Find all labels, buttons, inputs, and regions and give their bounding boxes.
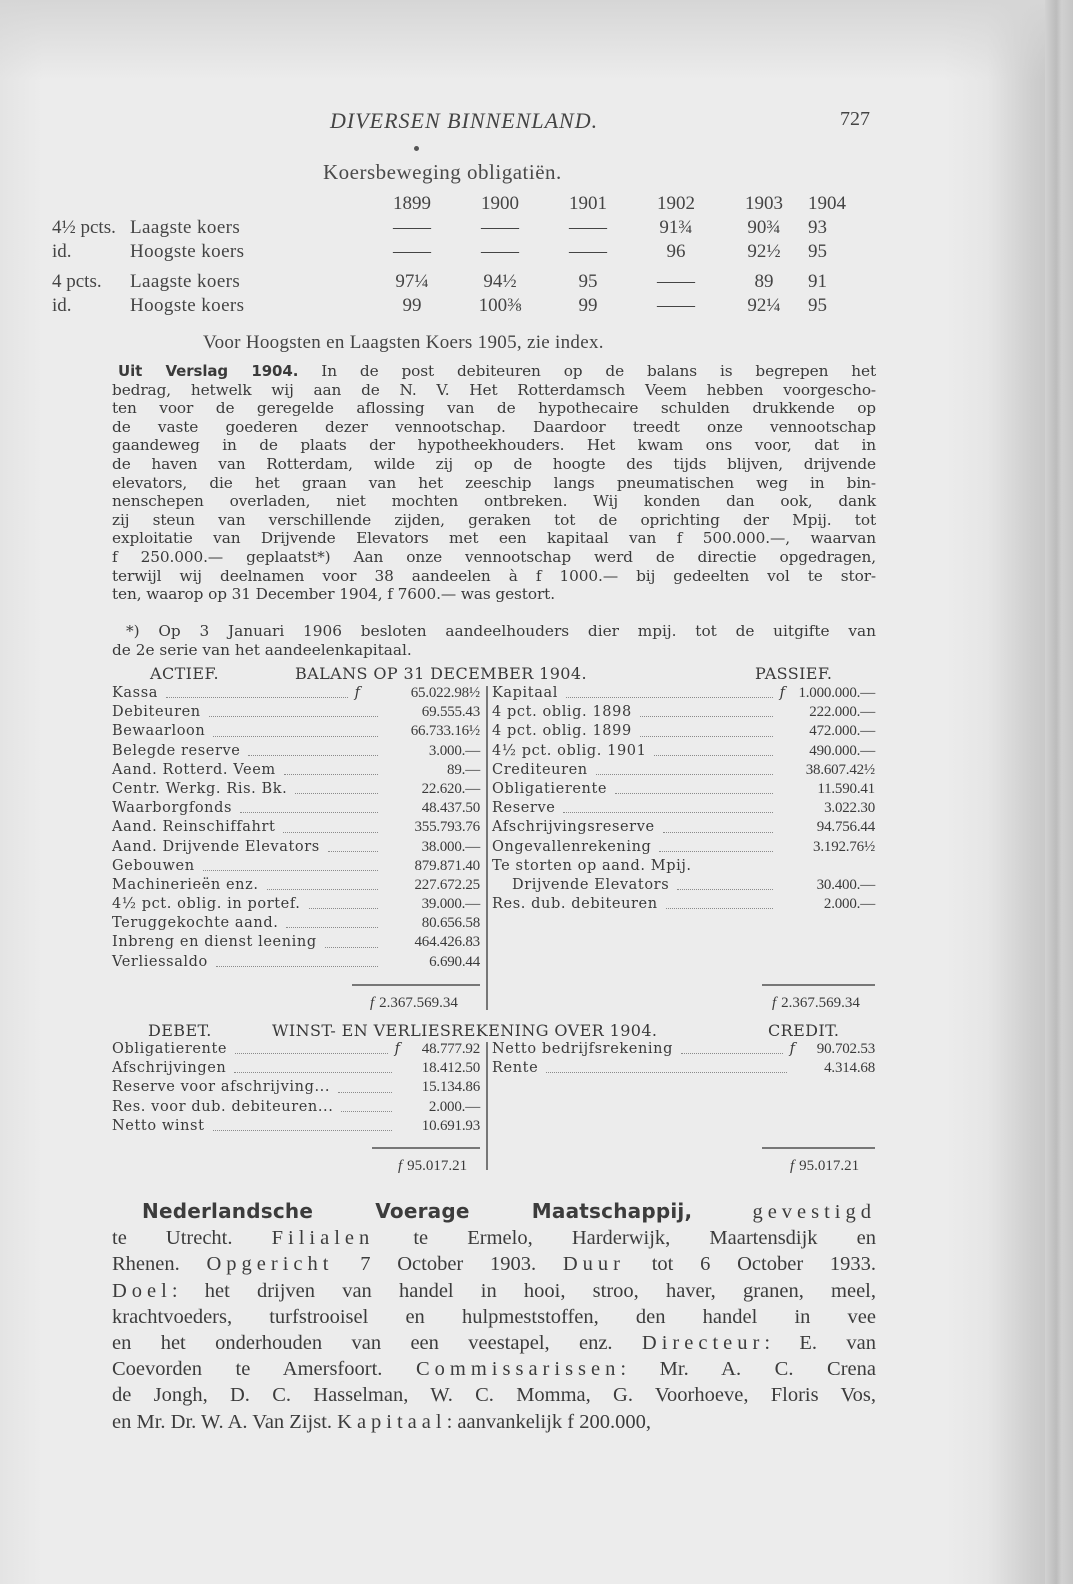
bond-price: 95: [808, 241, 827, 262]
ledger-amount: 3.022.30: [824, 800, 875, 817]
dot-leader: [325, 946, 378, 948]
ledger-row: [112, 857, 480, 876]
dot-leader: [284, 773, 378, 775]
ledger-label: Rente: [492, 1060, 539, 1077]
report-line: [112, 474, 876, 493]
company-line: [112, 1251, 876, 1277]
ledger-label: Belegde reserve: [112, 742, 241, 759]
spaced-keyword: Kapitaal: [337, 1410, 447, 1433]
dot-leader: [295, 792, 378, 794]
bond-rate: 4½ pcts.: [52, 217, 116, 238]
currency-symbol: f: [789, 1041, 795, 1057]
balance-column-divider: [486, 686, 488, 1010]
bond-rate: id.: [52, 295, 72, 316]
ledger-row: [492, 1059, 875, 1078]
ledger-label: Obligatierente: [492, 780, 608, 797]
ledger-row: [492, 895, 875, 914]
ledger-label: Aand. Reinschiffahrt: [112, 819, 276, 836]
spaced-keyword: Filialen: [271, 1227, 375, 1250]
footnote-line: de 2e serie van het aandeelenkapitaal.: [112, 640, 412, 659]
balance-passief-list: [492, 684, 875, 914]
ledger-label: Waarborgfonds: [112, 800, 233, 817]
company-text: te Ermelo, Harderwijk, Maartensdijk en: [374, 1227, 877, 1250]
ledger-label: Teruggekochte aand.: [112, 915, 279, 932]
dot-leader: [328, 850, 378, 852]
pl-left-heading: DEBET.: [148, 1021, 212, 1040]
dot-leader: [596, 773, 773, 775]
bond-price: 96: [666, 241, 686, 262]
currency-symbol: f: [779, 685, 785, 701]
page-top-shadow: [0, 0, 1073, 80]
ledger-row: [492, 722, 875, 741]
company-text: Rhenen.: [112, 1253, 207, 1276]
year-header: 1899: [393, 193, 431, 214]
ink-speck: [414, 146, 419, 151]
report-text: bedrag, hetwelk wij aan de N. V. Het Rotterdamsch Veem hebben voorgescho-: [112, 380, 876, 399]
dot-leader: [338, 1091, 392, 1093]
report-text: nenschepen overladen, niet mochten ontbreken. Wij konden dan ook, dank: [112, 492, 876, 511]
pl-title: WINST- EN VERLIESREKENING OVER 1904.: [272, 1021, 658, 1040]
report-text: terwijl wij deelnamen voor 38 aandeelen à f 1000.— bij gedeelten vol te stor-: [112, 566, 876, 585]
ledger-amount: 2.000.—: [428, 1098, 480, 1115]
ledger-amount: 38.607.42½: [805, 761, 875, 778]
bond-price: ——: [481, 217, 519, 238]
ledger-amount: 94.756.44: [816, 819, 875, 836]
ledger-amount: 38.000.—: [421, 838, 480, 855]
ledger-label: Te storten op aand. Mpij.: [492, 857, 692, 874]
company-text: : Mr. A. C. Crena: [620, 1358, 876, 1381]
ledger-row: [492, 684, 875, 703]
ledger-row: [492, 1040, 875, 1059]
ledger-row: [112, 1059, 480, 1078]
dot-leader: [216, 965, 378, 967]
balance-left-total: f 2.367.569.34: [370, 995, 458, 1011]
ledger-label: Inbreng en dienst leening: [112, 934, 317, 951]
dot-leader: [209, 715, 378, 717]
ledger-label: Ongevallenrekening: [492, 838, 652, 855]
company-line: [112, 1198, 876, 1225]
company-text: krachtvoeders, turfstrooisel en hulpmeststoffen, den handel in vee: [112, 1305, 876, 1328]
ledger-row: [492, 799, 875, 818]
ledger-amount: 4.314.68: [824, 1060, 875, 1077]
dot-leader: [341, 1110, 392, 1112]
dot-leader: [309, 907, 378, 909]
currency-symbol: f: [370, 995, 375, 1011]
bond-price: 94½: [483, 271, 517, 292]
ledger-amount: 22.620.—: [421, 780, 480, 797]
pl-credit-list: [492, 1040, 875, 1078]
ledger-amount: 3.000.—: [428, 742, 480, 759]
report-text: ten, waarop op 31 December 1904, f 7600.— was gestort.: [112, 585, 555, 604]
report-line: [112, 362, 876, 381]
ledger-label: Kapitaal: [492, 685, 558, 701]
company-line: [112, 1382, 876, 1408]
pl-column-divider: [486, 1042, 488, 1170]
ledger-row: [492, 780, 875, 799]
bond-price: 91: [808, 271, 827, 292]
dot-leader: [640, 715, 773, 717]
dot-leader: [203, 869, 378, 871]
report-text: ten voor de geregelde aflossing van de hypothecaire schulden drukkende op: [112, 399, 876, 418]
bond-price: 92½: [747, 241, 781, 262]
dot-leader: [286, 926, 378, 928]
ledger-label: Kassa: [112, 685, 159, 701]
ledger-label: Reserve voor afschrijving...: [112, 1079, 331, 1096]
blank-cell: [130, 193, 368, 217]
bond-price: ——: [657, 271, 695, 292]
report-line: [112, 548, 876, 567]
year-header: 1904: [808, 193, 846, 214]
company-line: [112, 1409, 876, 1435]
ledger-amount: 1.000.000.—: [798, 685, 875, 701]
ledger-label: Debiteuren: [112, 704, 201, 721]
company-text: : E. van: [764, 1332, 876, 1355]
balance-left-total-rule: [352, 984, 480, 986]
ledger-amount: 66.733.16½: [410, 723, 480, 740]
bond-row: [52, 295, 858, 319]
ledger-row: [112, 722, 480, 741]
ledger-label: Aand. Rotterd. Veem: [112, 761, 276, 778]
company-text: en Mr. Dr. W. A. Van Zijst.: [112, 1410, 338, 1433]
spaced-keyword: Duur: [562, 1253, 625, 1276]
year-header: 1902: [657, 193, 695, 214]
report-text: exploitatie van Drijvende Elevators met een kapitaal van f 500.000.—, waarvan: [112, 529, 876, 548]
blank-cell: [52, 193, 130, 217]
ledger-row: [112, 703, 480, 722]
currency-symbol: f: [398, 1158, 403, 1174]
ledger-label: Obligatierente: [112, 1041, 228, 1057]
pl-right-heading: CREDIT.: [768, 1021, 840, 1040]
bond-row: [52, 217, 858, 241]
ledger-row: [492, 838, 875, 857]
ledger-amount: 10.691.93: [421, 1117, 480, 1134]
ledger-amount: 6.690.44: [429, 953, 480, 970]
bond-price: ——: [393, 241, 431, 262]
ledger-label: Centr. Werkg. Ris. Bk.: [112, 780, 288, 797]
ledger-amount: 222.000.—: [809, 704, 875, 721]
report-line: [112, 381, 876, 400]
bond-table-note: Voor Hoogsten en Laagsten Koers 1905, zie index.: [203, 332, 604, 353]
ledger-label: 4½ pct. oblig. 1901: [492, 742, 647, 759]
ledger-row: [112, 953, 480, 972]
dot-leader: [640, 735, 773, 737]
ledger-label: Netto winst: [112, 1117, 205, 1134]
report-text: In de post debiteuren op de balans is begrepen het: [321, 362, 877, 380]
spaced-keyword: Doel: [112, 1279, 172, 1302]
bond-price: 99: [578, 295, 598, 316]
bond-price: ——: [393, 217, 431, 238]
bond-row-label: Hoogste koers: [130, 241, 245, 262]
company-text: : aanvankelijk f 200.000,: [446, 1410, 651, 1433]
ledger-row: [112, 1040, 480, 1059]
report-line: [112, 585, 876, 604]
balance-right-total: f 2.367.569.34: [772, 995, 860, 1011]
bond-row: [52, 241, 858, 265]
pl-debet-list: [112, 1040, 480, 1136]
report-text: zij steun van verschillende zijden, geraken tot de oprichting der Mpij. tot: [112, 510, 876, 529]
ledger-amount: 48.777.92: [421, 1041, 480, 1057]
ledger-label: 4 pct. oblig. 1899: [492, 723, 632, 740]
ledger-row: [112, 742, 480, 761]
report-line: [112, 529, 876, 548]
bond-rate: id.: [52, 241, 72, 262]
bond-price-table: [52, 193, 858, 319]
bond-price: 90¾: [747, 217, 781, 238]
ledger-row: [112, 1098, 480, 1117]
report-line: [112, 418, 876, 437]
spaced-keyword: Directeur: [641, 1332, 765, 1355]
bond-row-label: Hoogste koers: [130, 295, 245, 316]
dot-leader: [283, 831, 378, 833]
ledger-row: [112, 914, 480, 933]
ledger-row: [112, 876, 480, 895]
annual-report-excerpt: [112, 362, 876, 604]
dot-leader: [213, 735, 378, 737]
ledger-label: Reserve: [492, 800, 556, 817]
pl-left-total-rule: [372, 1147, 480, 1149]
balance-actief-list: [112, 684, 480, 972]
bond-price: 97¼: [395, 271, 429, 292]
company-text: de Jongh, D. C. Hasselman, W. C. Momma, G. Voorhoeve, Floris Vos,: [112, 1384, 876, 1407]
dot-leader: [546, 1071, 787, 1073]
pl-right-total-rule: [762, 1147, 875, 1149]
ledger-label: Aand. Drijvende Elevators: [112, 838, 320, 855]
dot-leader: [563, 811, 773, 813]
company-line: [112, 1356, 876, 1382]
ledger-row: [492, 857, 875, 876]
ledger-amount: 90.702.53: [816, 1041, 875, 1057]
bond-year-header-row: [52, 193, 858, 217]
year-header: 1901: [569, 193, 607, 214]
ledger-amount: 80.656.58: [421, 915, 480, 932]
dot-leader: [615, 792, 773, 794]
bond-row-label: Laagste koers: [130, 217, 241, 238]
pl-right-total: f 95.017.21: [790, 1158, 860, 1174]
company-text: 7 October 1903.: [333, 1253, 563, 1276]
report-text: de haven van Rotterdam, wilde zij op de hoogte des tijds blijven, drijvende: [112, 454, 876, 473]
report-line: [112, 492, 876, 511]
currency-symbol: f: [790, 1158, 795, 1174]
bond-table-title: Koersbeweging obligatiën.: [323, 160, 562, 184]
bond-price: 99: [402, 295, 422, 316]
dot-leader: [566, 696, 773, 698]
ledger-row: [112, 684, 480, 703]
ledger-row: [492, 742, 875, 761]
bond-price: ——: [569, 241, 607, 262]
dot-leader: [213, 1129, 392, 1131]
ledger-amount: 69.555.43: [421, 704, 480, 721]
company-entry: [112, 1198, 876, 1435]
balance-left-heading: ACTIEF.: [150, 664, 219, 683]
bond-price: 92¼: [747, 295, 781, 316]
company-text: : het drijven van handel in hooi, stroo, haver, granen, meel,: [171, 1279, 876, 1302]
company-line: [112, 1304, 876, 1330]
year-header: 1900: [481, 193, 519, 214]
ledger-amount: 18.412.50: [421, 1060, 480, 1077]
ledger-row: [112, 895, 480, 914]
dot-leader: [235, 1052, 388, 1054]
dot-leader: [240, 811, 378, 813]
ledger-label: Machinerieën enz.: [112, 876, 259, 893]
ledger-amount: 39.000.—: [421, 896, 480, 913]
dot-leader: [267, 888, 378, 890]
ledger-row: [492, 761, 875, 780]
ledger-row: [492, 703, 875, 722]
page-number: 727: [840, 108, 870, 130]
report-footnote: [112, 622, 876, 659]
dot-leader: [248, 754, 378, 756]
ledger-amount: 464.426.83: [414, 934, 480, 951]
dot-leader: [666, 907, 773, 909]
currency-symbol: f: [394, 1041, 400, 1057]
ledger-row: [112, 933, 480, 952]
balance-right-total-rule: [762, 984, 875, 986]
ledger-amount: 48.437.50: [421, 800, 480, 817]
company-text: Coevorden te Amersfoort.: [112, 1358, 416, 1381]
company-line: [112, 1330, 876, 1356]
report-text: elevators, die het graan van het zeeschip langs pneumatischen weg in bin-: [112, 473, 876, 492]
ledger-label: Gebouwen: [112, 857, 195, 874]
bond-price: 91¾: [659, 217, 693, 238]
ledger-amount: 472.000.—: [809, 723, 875, 740]
ledger-row: [112, 761, 480, 780]
footnote-line: *) Op 3 Januari 1906 besloten aandeelhouders dier mpij. tot de uitgifte van: [126, 622, 876, 640]
dot-leader: [681, 1052, 783, 1054]
report-lead: Uit Verslag 1904.: [118, 362, 299, 380]
ledger-amount: 89.—: [447, 761, 480, 778]
dot-leader: [654, 754, 773, 756]
ledger-amount: 11.590.41: [817, 780, 875, 797]
ledger-amount: 3.192.76½: [813, 838, 875, 855]
bond-row: [52, 265, 858, 295]
bond-row-label: Laagste koers: [130, 271, 241, 292]
ledger-amount: 15.134.86: [421, 1079, 480, 1096]
bond-price: 100⅜: [478, 295, 522, 316]
company-line: [112, 1225, 876, 1251]
company-text: te Utrecht.: [112, 1227, 272, 1250]
bond-price: ——: [657, 295, 695, 316]
company-text: en het onderhouden van een veestapel, enz.: [112, 1332, 642, 1355]
ledger-label: Netto bedrijfsrekening: [492, 1041, 673, 1057]
ledger-row: [492, 876, 875, 895]
ledger-row: [112, 799, 480, 818]
ledger-amount: 490.000.—: [809, 742, 875, 759]
ledger-row: [112, 818, 480, 837]
ledger-row: [112, 1117, 480, 1136]
report-line: [112, 455, 876, 474]
company-text: tot 6 October 1933.: [625, 1253, 877, 1276]
report-line: [112, 511, 876, 530]
bond-price: 93: [808, 217, 827, 238]
ledger-amount: 355.793.76: [414, 819, 480, 836]
dot-leader: [663, 831, 773, 833]
ledger-label: Bewaarloon: [112, 723, 206, 740]
pl-left-total: f 95.017.21: [398, 1158, 468, 1174]
ledger-amount: 65.022.98½: [410, 685, 480, 701]
report-text: gaandeweg in de plaats der hypotheekhouders. Het kwam ons voor, dat in: [112, 436, 876, 455]
ledger-amount: 879.871.40: [414, 857, 480, 874]
year-header: 1903: [745, 193, 783, 214]
ledger-label: 4½ pct. oblig. in portef.: [112, 896, 301, 913]
report-text: f 250.000.— geplaatst*) Aan onze vennootschap werd de directie opgedragen,: [112, 547, 876, 566]
ledger-amount: 30.400.—: [816, 876, 875, 893]
currency-symbol: f: [354, 685, 360, 701]
ledger-label: Verliessaldo: [112, 953, 208, 970]
bond-price: ——: [481, 241, 519, 262]
report-text: de vaste goederen dezer vennootschap. Daardoor treedt onze vennootschap: [112, 417, 876, 436]
ledger-row: [112, 1078, 480, 1097]
ledger-label: Res. voor dub. debiteuren...: [112, 1098, 334, 1115]
ledger-label: Res. dub. debiteuren: [492, 896, 658, 913]
dot-leader: [234, 1071, 392, 1073]
ledger-amount: 2.000.—: [823, 896, 875, 913]
spaced-keyword: Opgericht: [206, 1253, 334, 1276]
ledger-label: Afschrijvingen: [112, 1060, 227, 1077]
ledger-label: 4 pct. oblig. 1898: [492, 704, 632, 721]
report-line: [112, 399, 876, 418]
spaced-keyword: Commissarissen: [415, 1358, 621, 1381]
ledger-row: [112, 780, 480, 799]
ledger-row: [492, 818, 875, 837]
report-line: [112, 436, 876, 455]
company-name: Nederlandsche Voerage Maatschappij,: [142, 1199, 693, 1223]
balance-title: BALANS OP 31 DECEMBER 1904.: [295, 664, 587, 683]
book-spine-edge: [1045, 0, 1073, 1584]
bond-price: ——: [569, 217, 607, 238]
ledger-amount: 227.672.25: [414, 876, 480, 893]
report-line: [112, 567, 876, 586]
currency-symbol: f: [772, 995, 777, 1011]
running-title: DIVERSEN BINNENLAND.: [330, 108, 599, 133]
company-line: [112, 1278, 876, 1304]
dot-leader: [166, 696, 348, 698]
spaced-keyword: gevestigd: [752, 1201, 877, 1223]
dot-leader: [659, 850, 773, 852]
dot-leader: [677, 888, 773, 890]
ledger-label: Drijvende Elevators: [512, 876, 670, 893]
bond-rate: 4 pcts.: [52, 271, 102, 292]
bond-price: 95: [578, 271, 598, 292]
balance-right-heading: PASSIEF.: [755, 664, 833, 683]
bond-price: 89: [754, 271, 774, 292]
bond-price: 95: [808, 295, 827, 316]
ledger-label: Afschrijvingsreserve: [492, 819, 655, 836]
ledger-label: Crediteuren: [492, 761, 588, 778]
ledger-row: [112, 838, 480, 857]
